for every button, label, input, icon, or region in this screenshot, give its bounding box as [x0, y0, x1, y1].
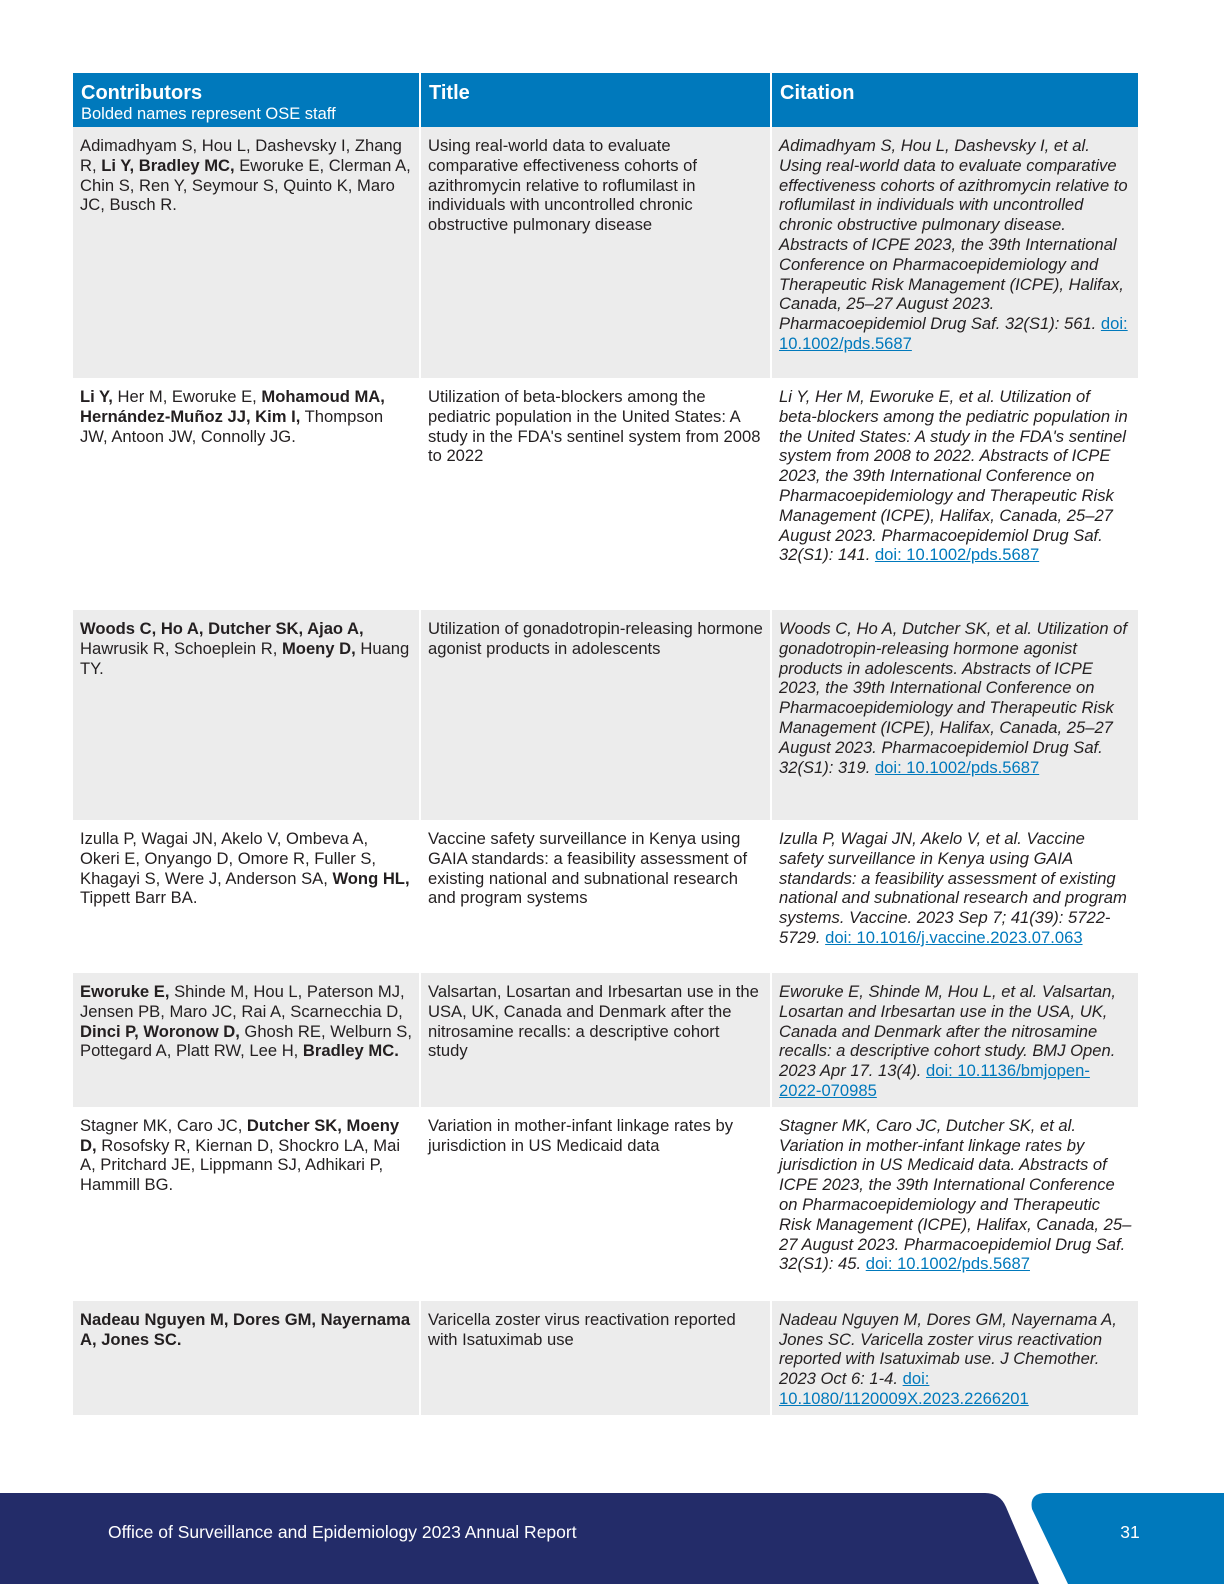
- table-row: [73, 610, 1138, 820]
- header-title: [421, 73, 772, 127]
- doi-link[interactable]: doi: 10.1016/j.vaccine.2023.07.063: [825, 927, 1083, 947]
- citation-text: Nadeau Nguyen M, Dores GM, Nayernama A, Jones SC. Varicella zoster virus reactivation reported with Isatuximab use. J Chemother. 2023 Oct 6: 1-4.: [779, 1309, 1117, 1389]
- contributor-names: Stagner MK, Caro JC,: [80, 1115, 247, 1135]
- contributor-names: Thompson JW, Antoon JW, Connolly JG.: [80, 406, 384, 446]
- doi-link[interactable]: doi: 10.1002/pds.5687: [874, 545, 1040, 565]
- citation-cell: [772, 378, 1138, 610]
- citation-cell: [772, 973, 1138, 1107]
- header-contributors-label: Contributors: [81, 82, 203, 104]
- ose-staff-names: Li Y, Bradley MC,: [101, 155, 235, 175]
- citation-text: Woods C, Ho A, Dutcher SK, et al. Utilization of gonadotropin-releasing hormone agonist products in adolescents. Abstracts of ICPE 2023, the 39th International Conference on Pharmacoepidemiology and Therapeutic Risk Management (ICPE), Halifax, Canada, 25–27 August 2023. Pharmacoepidemiol Drug Saf. 32(S1): 319.: [779, 619, 1127, 777]
- contributor-names: Izulla P, Wagai JN, Akelo V, Ombeva A, Okeri E, Onyango D, Omore R, Fuller S, Khagayi S, Were J, Anderson SA,: [80, 829, 377, 888]
- ose-staff-names: Bradley MC.: [302, 1041, 399, 1061]
- contributor-names: Adimadhyam S, Hou L, Dashevsky I, Zhang R,: [80, 136, 402, 175]
- contributors-cell: [73, 820, 421, 973]
- citation-cell: [772, 1301, 1138, 1415]
- title-cell: Vaccine safety surveillance in Kenya using GAIA standards: a feasibility assessment of existing national and subnational research and program systems: [421, 820, 772, 973]
- doi-link[interactable]: doi: 10.1002/pds.5687: [874, 757, 1040, 777]
- ose-staff-names: Moeny D,: [281, 638, 356, 658]
- title-cell: Valsartan, Losartan and Irbesartan use in the USA, UK, Canada and Denmark after the nitrosamine recalls: a descriptive cohort study: [421, 973, 772, 1107]
- footer-report-title: Office of Surveillance and Epidemiology 2023 Annual Report: [108, 1522, 577, 1542]
- contributor-names: Hawrusik R, Schoeplein R,: [80, 638, 282, 658]
- doi-link[interactable]: doi: 10.1136/bmjopen-2022-070985: [779, 1061, 1090, 1100]
- contributor-names: Huang TY.: [80, 638, 410, 678]
- table-row: [73, 973, 1138, 1107]
- page-footer: [0, 1493, 1224, 1584]
- citation-text: Li Y, Her M, Eworuke E, et al. Utilization of beta-blockers among the pediatric population in the United States: A study in the FDA's sentinel system from 2008 to 2022. Abstracts of ICPE 2023, the 39th International Conference on Pharmacoepidemiology and Therapeutic Risk Management (ICPE), Halifax, Canada, 25–27 August 2023. Pharmacoepidemiol Drug Saf. 32(S1): 141.: [779, 387, 1128, 565]
- citation-cell: [772, 127, 1138, 378]
- contributors-cell: [73, 127, 421, 378]
- doi-link[interactable]: doi: 10.1002/pds.5687: [779, 314, 1128, 353]
- header-contributors: [73, 73, 421, 127]
- table-header-row: [73, 73, 1138, 127]
- table-row: [73, 1301, 1138, 1415]
- contributor-names: Ghosh RE, Welburn S, Pottegard A, Platt RW, Lee H,: [80, 1021, 412, 1061]
- contributor-names: Tippett Barr BA.: [80, 888, 198, 908]
- contributors-cell: [73, 1301, 421, 1415]
- title-cell: Utilization of gonadotropin-releasing hormone agonist products in adolescents: [421, 610, 772, 820]
- header-citation: [772, 73, 1138, 127]
- publications-table: [73, 73, 1138, 1415]
- contributor-names: Her M, Eworuke E,: [112, 387, 262, 406]
- title-cell: Utilization of beta-blockers among the pediatric population in the United States: A study in the FDA's sentinel system from 2008 to 2022: [421, 378, 772, 610]
- title-cell: Using real-world data to evaluate comparative effectiveness cohorts of azithromycin relative to roflumilast in individuals with uncontrolled chronic obstructive pulmonary disease: [421, 127, 772, 378]
- table-row: [73, 378, 1138, 610]
- table-row: [73, 127, 1138, 378]
- citation-cell: [772, 820, 1138, 973]
- ose-staff-names: Dutcher SK, Moeny D,: [80, 1115, 400, 1155]
- title-cell: Variation in mother-infant linkage rates by jurisdiction in US Medicaid data: [421, 1107, 772, 1301]
- table-row: [73, 820, 1138, 973]
- citation-text: Stagner MK, Caro JC, Dutcher SK, et al. Variation in mother-infant linkage rates by jurisdiction in US Medicaid data. Abstracts of ICPE 2023, the 39th International Conference on Pharmacoepidemiology and Therapeutic Risk Management (ICPE), Halifax, Canada, 25–27 August 2023. Pharmacoepidemiol Drug Saf. 32(S1): 45.: [779, 1115, 1132, 1274]
- page-number: 31: [1120, 1522, 1140, 1542]
- header-contributors-note: Bolded names represent OSE staff: [81, 105, 336, 123]
- table-row: [73, 1107, 1138, 1301]
- header-title-label: Title: [429, 82, 470, 104]
- citation-text: Eworuke E, Shinde M, Hou L, et al. Valsartan, Losartan and Irbesartan use in the USA, UK, Canada and Denmark after the nitrosamine recalls: a descriptive cohort study. BMJ Open. 2023 Apr 17. 13(4).: [779, 982, 1116, 1081]
- citation-text: Adimadhyam S, Hou L, Dashevsky I, et al. Using real-world data to evaluate comparative effectiveness cohorts of azithromycin relative to roflumilast in individuals with uncontrolled chronic obstructive pulmonary disease. Abstracts of ICPE 2023, the 39th International Conference on Pharmacoepidemiology and Therapeutic Risk Management (ICPE), Halifax, Canada, 25–27 August 2023. Pharmacoepidemiol Drug Saf. 32(S1): 561.: [779, 136, 1128, 334]
- header-citation-label: Citation: [780, 82, 855, 104]
- contributors-cell: [73, 973, 421, 1107]
- ose-staff-names: Dinci P, Woronow D,: [80, 1021, 240, 1041]
- ose-staff-names: Woods C, Ho A, Dutcher SK, Ajao A,: [80, 619, 364, 638]
- citation-cell: [772, 610, 1138, 820]
- contributors-cell: [73, 378, 421, 610]
- doi-link[interactable]: doi: 10.1080/1120009X.2023.2266201: [779, 1369, 1029, 1408]
- ose-staff-names: Li Y,: [80, 387, 113, 406]
- contributors-cell: [73, 610, 421, 820]
- ose-staff-names: Mohamoud MA, Hernández-Muñoz JJ, Kim I,: [80, 387, 385, 426]
- ose-staff-names: Eworuke E,: [80, 982, 170, 1001]
- contributor-names: Shinde M, Hou L, Paterson MJ, Jensen PB, Maro JC, Rai A, Scarnecchia D,: [80, 982, 405, 1021]
- contributors-cell: [73, 1107, 421, 1301]
- title-cell: Varicella zoster virus reactivation reported with Isatuximab use: [421, 1301, 772, 1415]
- contributor-names: Rosofsky R, Kiernan D, Shockro LA, Mai A, Pritchard JE, Lippmann SJ, Adhikari P, Hammill BG.: [80, 1135, 401, 1195]
- doi-link[interactable]: doi: 10.1002/pds.5687: [865, 1254, 1030, 1274]
- citation-cell: [772, 1107, 1138, 1301]
- ose-staff-names: Nadeau Nguyen M, Dores GM, Nayernama A, Jones SC.: [80, 1309, 411, 1349]
- ose-staff-names: Wong HL,: [332, 868, 410, 888]
- contributor-names: Eworuke E, Clerman A, Chin S, Ren Y, Seymour S, Quinto K, Maro JC, Busch R.: [80, 155, 411, 215]
- citation-text: Izulla P, Wagai JN, Akelo V, et al. Vaccine safety surveillance in Kenya using GAIA standards: a feasibility assessment of existing national and subnational research and program systems. Vaccine. 2023 Sep 7; 41(39): 5722-5729.: [779, 829, 1127, 947]
